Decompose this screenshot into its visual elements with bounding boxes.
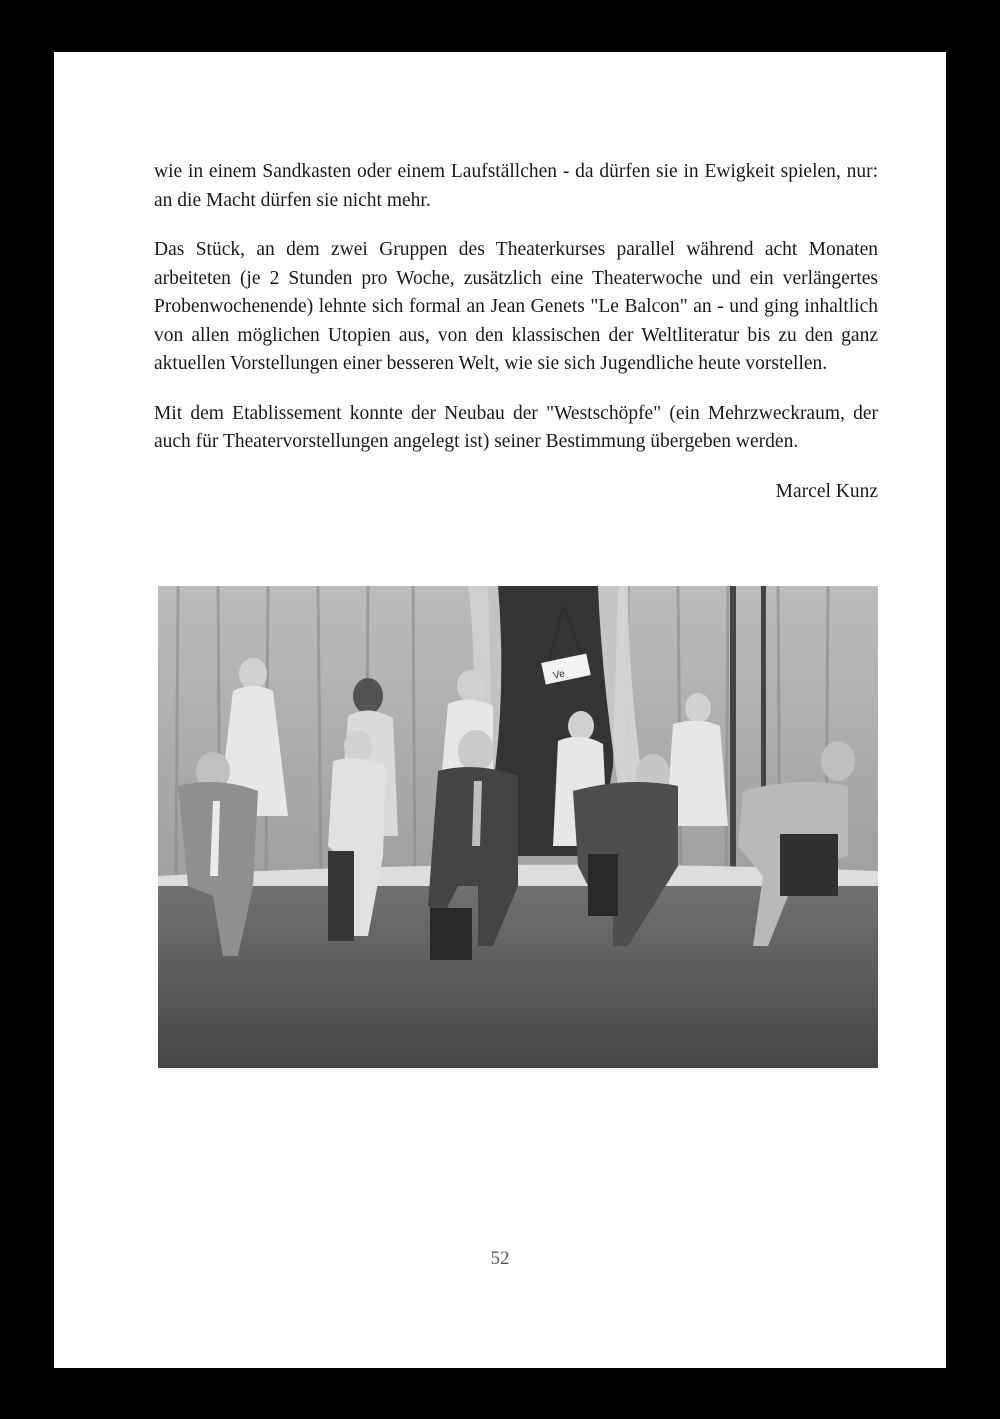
document-page	[54, 52, 946, 1368]
page-number: 52	[490, 1248, 510, 1269]
theater-photo	[158, 586, 878, 1068]
author-signature: Marcel Kunz	[775, 480, 878, 502]
paragraph-1: wie in einem Sandkasten oder einem Laufställchen - da dürfen sie in Ewigkeit spielen, nur: an die Macht dürfen sie nicht mehr.	[154, 161, 878, 211]
photo-illustration	[158, 586, 878, 1068]
body-text	[154, 158, 878, 506]
paragraph-2: Das Stück, an dem zwei Gruppen des Theaterkurses parallel während acht Monaten arbeiteten (je 2 Stunden pro Woche, zusätzlich eine Theaterwoche und ein verlängertes Probenwochenende) lehnte sich formal an Jean Genets "Le Balcon" an - und ging inhaltlich von allen möglichen Utopien aus, von den klassischen der Weltliteratur bis zu den ganz aktuellen Vorstellungen einer besseren Welt, wie sie sich Jugendliche heute vorstellen.	[154, 239, 878, 374]
paragraph-3: Mit dem Etablissement konnte der Neubau der "Westschöpfe" (ein Mehrzweckraum, der auch für Theatervorstellungen angelegt ist) seiner Bestimmung übergeben werden.	[154, 402, 878, 452]
sign-text: Ve	[552, 668, 566, 682]
